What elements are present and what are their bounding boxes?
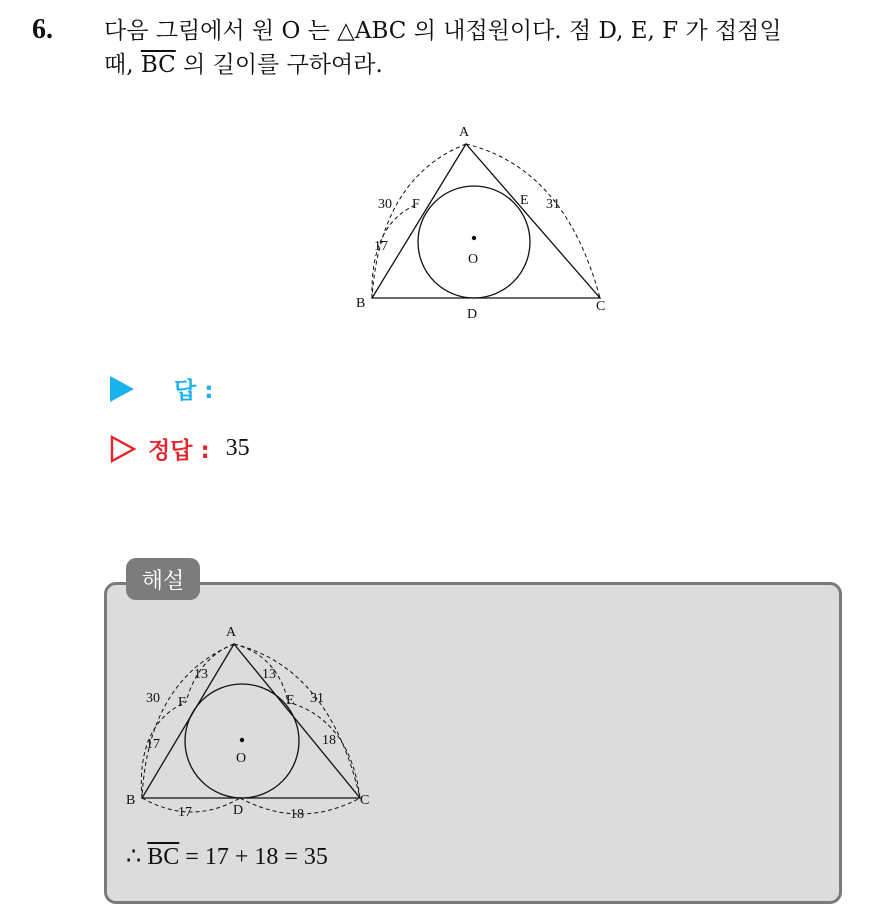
solution-segment-bc: $\overline{BC}$ (147, 844, 180, 870)
solution-tag: 해설 (126, 558, 200, 600)
play-outline-icon (110, 435, 136, 463)
triangle-abc (372, 144, 600, 298)
solution-length-ac: 31 (310, 691, 324, 706)
center-o-dot (472, 236, 476, 240)
solution-length-ce: 18 (322, 733, 336, 748)
length-ab: 30 (378, 197, 392, 212)
triangle-incircle-figure (350, 118, 620, 328)
question-line-2: 때, $\overline{BC}$ 의 길이를 구하여라. (104, 52, 383, 78)
solution-figure (118, 620, 388, 830)
solution-label-o: O (236, 751, 247, 766)
solution-label-f: F (178, 695, 186, 710)
question-number: 6. (32, 14, 53, 45)
solution-length-ae: 13 (262, 667, 276, 682)
solution-length-ab: 30 (146, 691, 160, 706)
label-f: F (412, 197, 420, 212)
answer-label: 답 : (174, 378, 214, 404)
answer-row (110, 372, 213, 405)
length-bf: 17 (374, 239, 388, 254)
label-c: C (596, 299, 606, 314)
label-a: A (459, 125, 470, 140)
incircle-o (418, 186, 530, 298)
play-filled-icon (110, 376, 134, 402)
solution-equation: ∴ $\overline{BC} = 17 + 18 = 35$ (126, 844, 328, 870)
label-o: O (468, 252, 479, 267)
length-ac: 31 (546, 197, 560, 212)
solution-triangle-abc (142, 644, 360, 798)
solution-label-e: E (286, 693, 295, 708)
correct-answer-label: 정답 : (148, 438, 210, 464)
solution-length-bf: 17 (146, 737, 160, 752)
correct-answer-row (110, 432, 250, 465)
solution-label-b: B (126, 793, 136, 808)
solution-length-dc: 18 (290, 807, 304, 822)
question-text (104, 14, 864, 82)
label-b: B (356, 296, 366, 311)
solution-label-d: D (233, 803, 244, 818)
solution-label-a: A (226, 625, 237, 640)
solution-center-o-dot (240, 738, 244, 742)
segment-bc: $\overline{BC}$ (140, 52, 176, 78)
question-line-1: 다음 그림에서 원 O 는 △ABC 의 내접원이다. 점 D, E, F 가 접점일 (104, 18, 782, 44)
label-e: E (520, 193, 529, 208)
solution-length-af: 13 (194, 667, 208, 682)
solution-arc-ae (234, 644, 288, 702)
solution-length-bd: 17 (178, 805, 192, 820)
solution-label-c: C (360, 793, 370, 808)
label-d: D (467, 307, 478, 322)
correct-answer-value: 35 (225, 435, 250, 461)
